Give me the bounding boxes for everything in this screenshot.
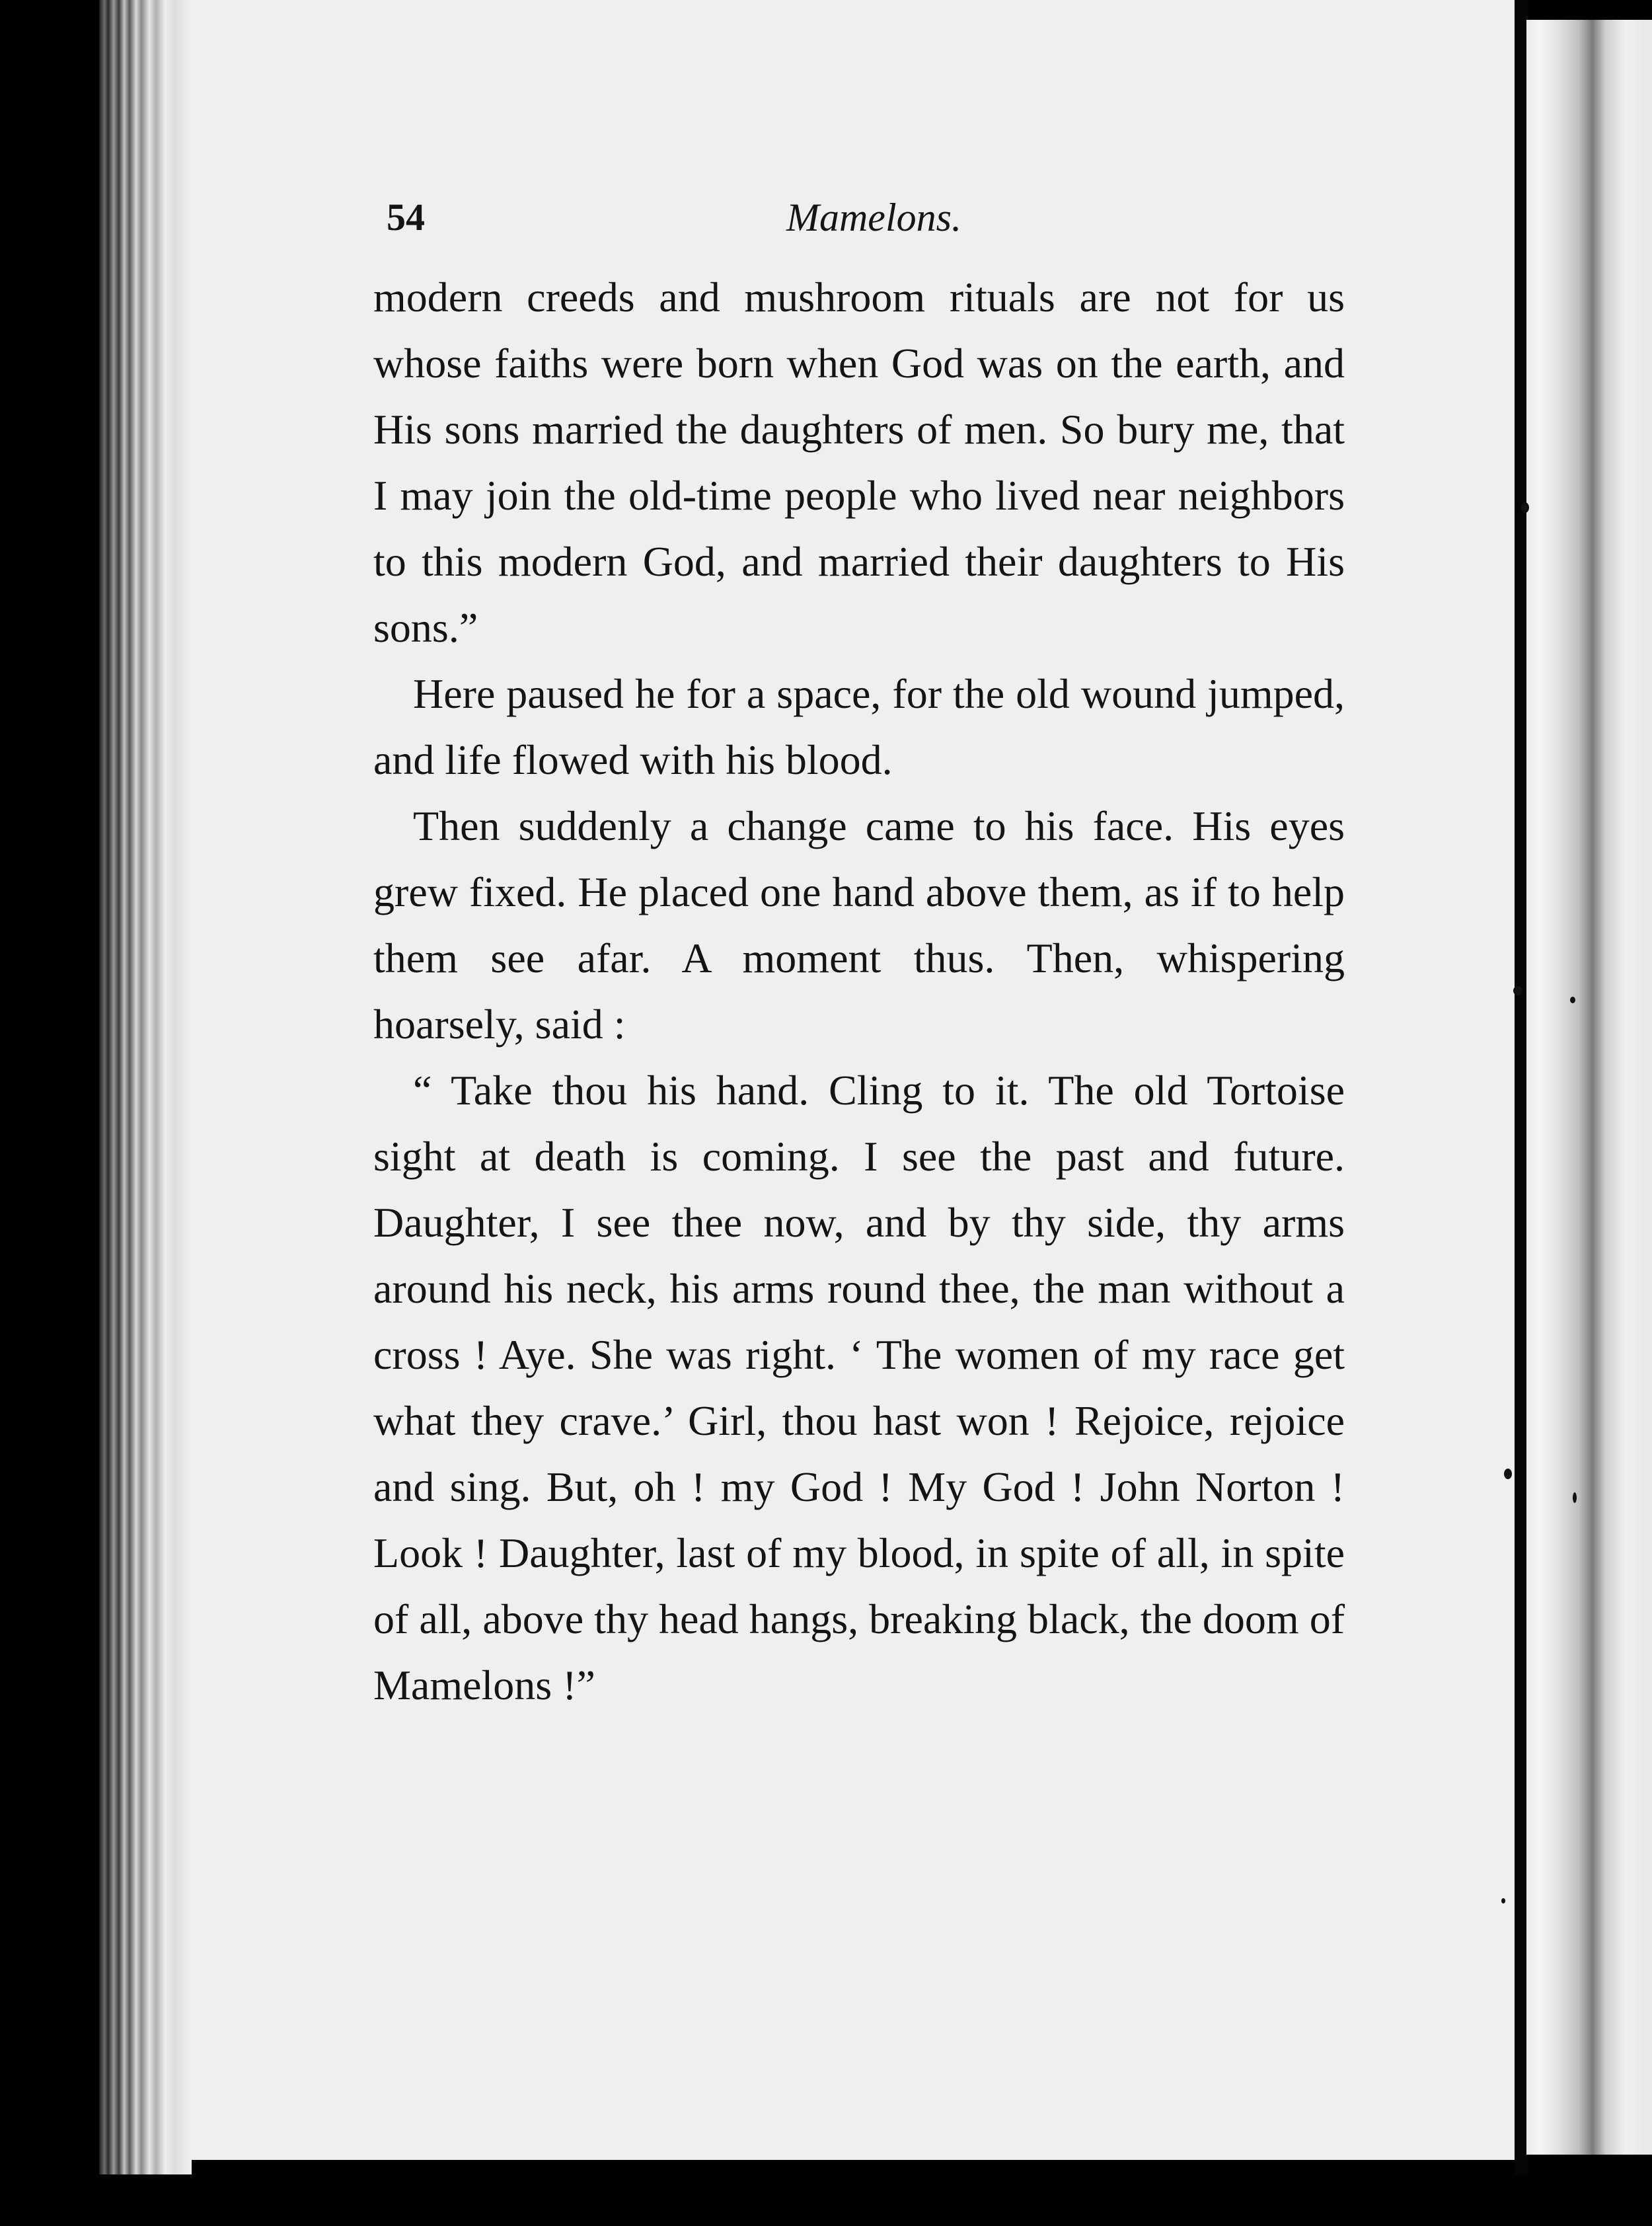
body-text <box>373 264 1345 1718</box>
ink-speck <box>1513 986 1522 995</box>
ink-speck <box>1501 1898 1505 1903</box>
running-title: Mamelons. <box>786 196 961 239</box>
ink-speck <box>1573 1492 1577 1503</box>
ink-speck <box>1521 502 1529 513</box>
page-edge-stack <box>99 0 192 2174</box>
paragraph: Then suddenly a change came to his face. His eyes grew fixed. He placed one hand above them, as if to help them see afar. A moment thus. Then, whispering hoarsely, said : <box>373 802 1345 1048</box>
paragraph: Here paused he for a space, for the old wound jumped, and life flowed with his blood. <box>373 670 1345 783</box>
paragraph: modern creeds and mushroom rituals are not for us whose faiths were born when God was on the earth, and His sons married the daughters of men. So bury me, that I may join the old-time people who lived near neighbors to this modern God, and married their daughters to His sons.” <box>373 274 1345 651</box>
paragraph: “ Take thou his hand. Cling to it. The old Tortoise sight at death is coming. I see the past and future. Daughter, I see thee now, and by thy side, thy arms around his neck, his arms round thee, the man without a cross ! Aye. She was right. ‘ The women of my race get what they crave.’ Girl, thou hast won ! Rejoice, rejoice and sing. But, oh ! my God ! My God ! John Norton ! Look ! Daughter, last of my blood, in spite of all, in spite of all, above thy head hangs, breaking black, the doom of Mamelons !” <box>373 1067 1345 1708</box>
running-head <box>387 195 1338 254</box>
ink-speck <box>1504 1469 1512 1479</box>
ink-speck <box>1570 997 1575 1003</box>
page-number: 54 <box>387 196 425 239</box>
facing-page-edge <box>1526 20 1652 2155</box>
